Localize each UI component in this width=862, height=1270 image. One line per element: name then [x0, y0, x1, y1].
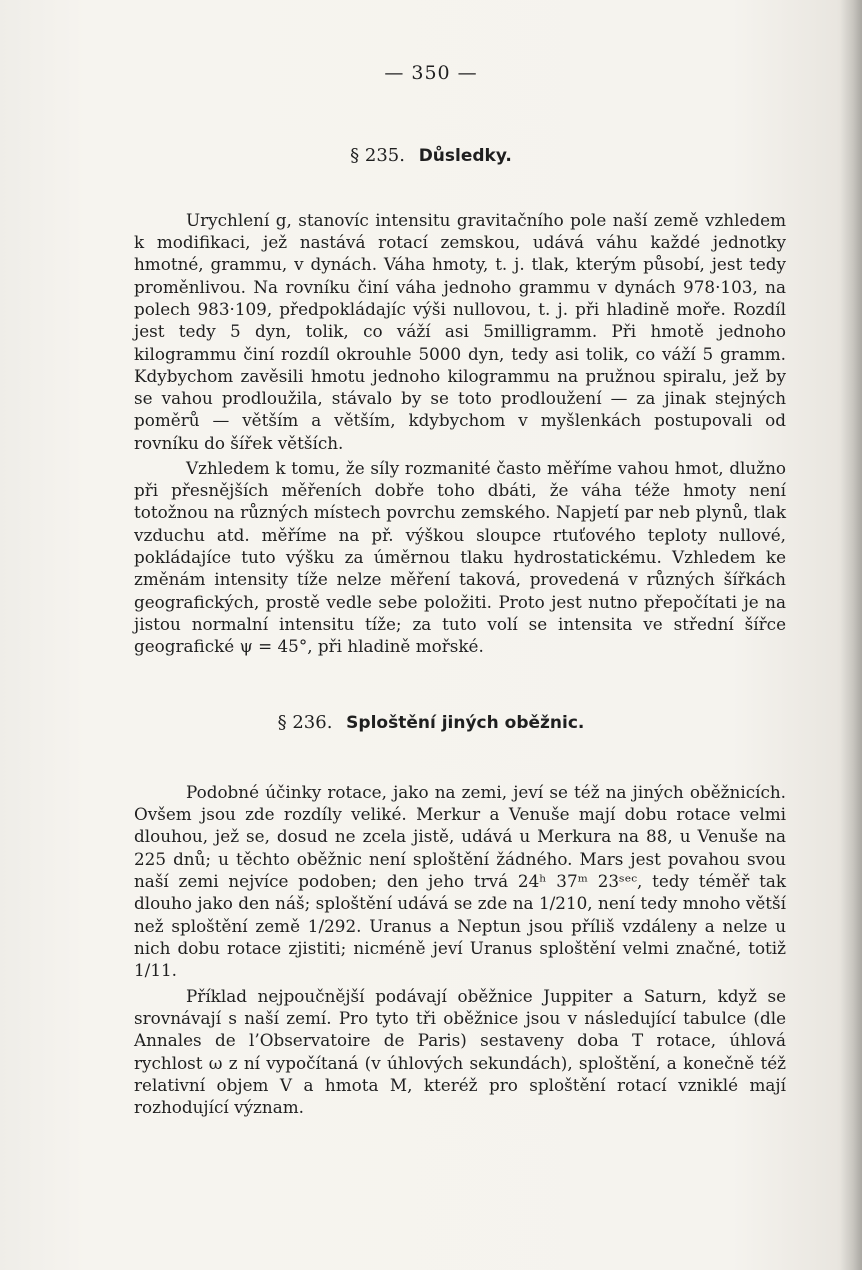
paragraph-weight-measurement: Vzhledem k tomu, že síly rozmanité často měříme vahou hmot, dlužno při přesnějších měřeních dobře toho dbáti, že váha téže hmoty není totožnou na různých místech povrchu zemského. Napjetí par neb plynů, tlak vzduchu atd. měříme na př. výškou sloupce rtuťového teploty nullové, pokládajíce tuto výšku za úměrnou tlaku hydrostatickému. Vzhledem ke změnám intensity tíže nelze měření taková, provedená v různých šířkách geografických, prostě vedle sebe položiti. Proto jest nutno přepočítati je na jistou normalní intensitu tíže; za tuto volí se intensita ve střední šířce geografické ψ = 45°, při hladině mořské.: [134, 457, 786, 657]
section-sign: § 235.: [350, 145, 405, 166]
section-heading-235: [0, 145, 862, 166]
section-title: Sploštění jiných oběžnic.: [346, 713, 585, 733]
section-title: Důsledky.: [418, 146, 512, 166]
page-number: — 350 —: [384, 62, 478, 84]
paragraph-gravity-acceleration: Urychlení g, stanovíc intensitu gravitačního pole naší země vzhledem k modifikaci, jež nastává rotací zemskou, udává váhu každé jednotky hmotné, grammu, v dynách. Váha hmoty, t. j. tlak, kterým působí, jest tedy proměnlivou. Na rovníku činí váha jednoho grammu v dynách 978·103, na polech 983·109, předpokládajíc výši nullovou, t. j. při hladině moře. Rozdíl jest tedy 5 dyn, tolik, co váží asi 5milligramm. Při hmotě jednoho kilogrammu činí rozdíl okrouhle 5000 dyn, tedy asi tolik, co váží 5 gramm. Kdybychom zavěsili hmotu jednoho kilogrammu na pružnou spiralu, jež by se vahou prodloužila, stávalo by se toto prodloužení — za jinak stejných poměrů — větším a větším, kdybychom v myšlenkách postupovali od rovníku do šířek větších.: [134, 209, 786, 453]
paragraph-jupiter-saturn: Příklad nejpoučnější podávají oběžnice Juppiter a Saturn, když se srovnávají s naší zemí. Pro tyto tři oběžnice jsou v následující tabulce (dle Annales de l’Observatoire de Paris) sestaveny doba T rotace, úhlová rychlost ω z ní vypočítaná (v úhlových sekundách), sploštění, a konečně též relativní objem V a hmota M, kteréž pro sploštění rotací vzniklé mají rozhodující význam.: [134, 985, 786, 1118]
paragraph-planet-rotation: Podobné účinky rotace, jako na zemi, jeví se též na jiných oběžnicích. Ovšem jsou zde rozdíly veliké. Merkur a Venuše mají dobu rotace velmi dlouhou, jež se, dosud ne zcela jistě, udává u Merkura na 88, u Venuše na 225 dnů; u těchto oběžnic není sploštění žádného. Mars jest povahou svou naší zemi nejvíce podoben; den jeho trvá 24ʰ 37ᵐ 23ˢᵉᶜ, tedy téměř tak dlouho jako den náš; sploštění udává se zde na 1/210, není tedy mnoho větší než sploštění země 1/292. Uranus a Neptun jsou příliš vzdáleny a nelze u nich dobu rotace zjistiti; nicméně jeví Uranus sploštění velmi značné, totiž 1/11.: [134, 781, 786, 981]
section-heading-236: [0, 712, 862, 733]
section-sign: § 236.: [277, 712, 333, 733]
page-edge-shadow: [840, 0, 862, 1270]
